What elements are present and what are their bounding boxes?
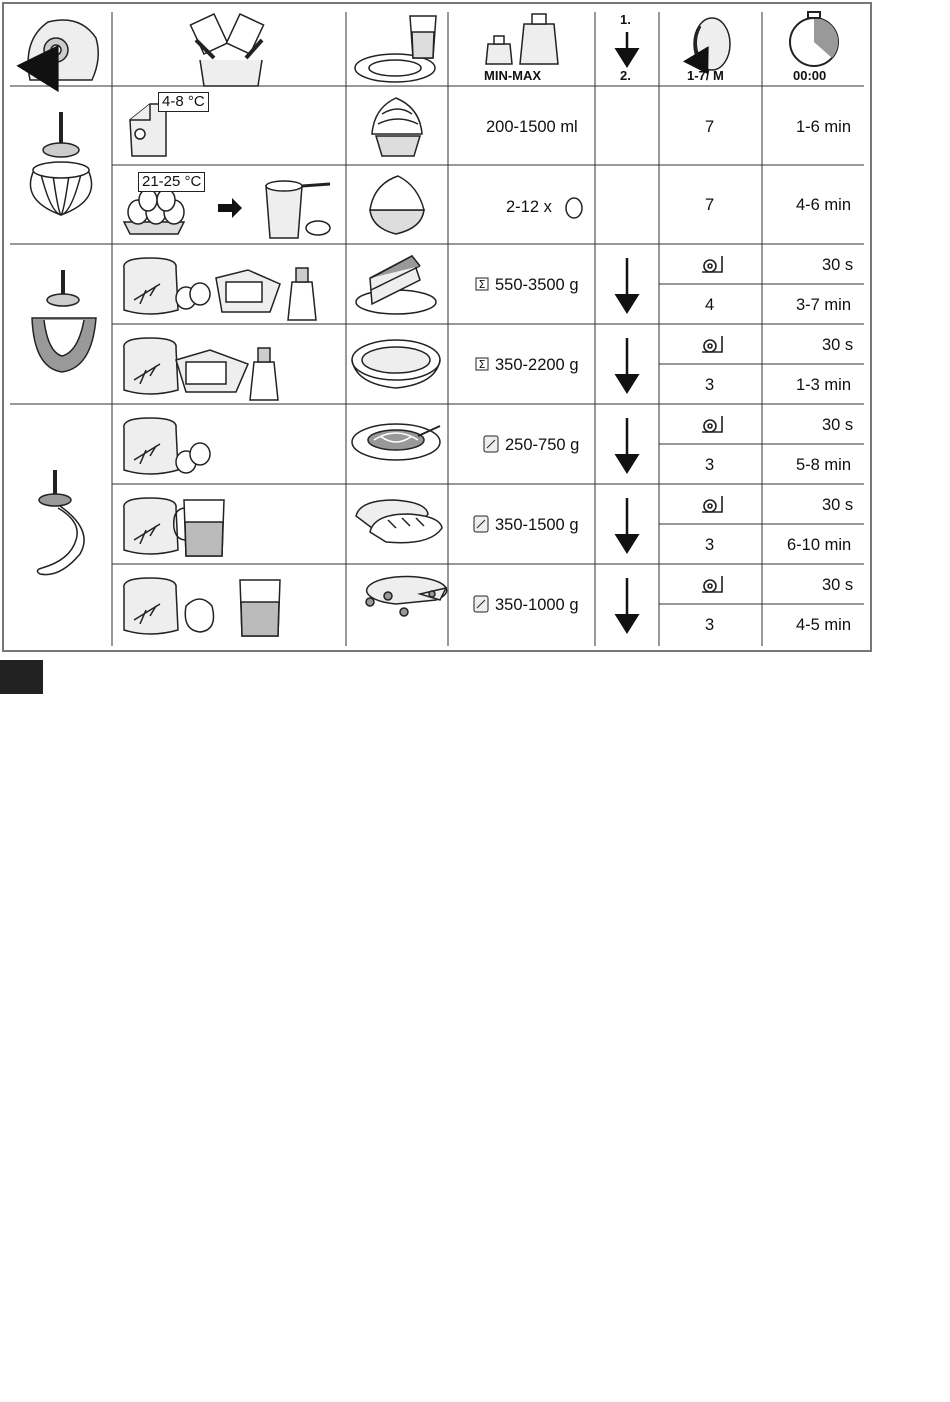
amount-value: 550-3500 g xyxy=(495,276,579,294)
order-second-label: 2. xyxy=(620,68,631,83)
speed-knob-icon xyxy=(694,18,730,70)
stopwatch-icon xyxy=(790,12,838,66)
eggs-tray-icon xyxy=(124,189,184,234)
svg-text:Σ: Σ xyxy=(478,278,486,291)
step2-speed-value: 3 xyxy=(705,456,715,474)
order-first-label: 1. xyxy=(620,12,631,27)
flour-oil-water-icon xyxy=(124,578,280,636)
amount-value: 250-750 g xyxy=(505,436,580,454)
time-value: 1-6 min xyxy=(796,118,852,136)
flour-water-icon xyxy=(124,498,224,556)
sigma-icon xyxy=(476,278,488,291)
add-ingredients-icon xyxy=(190,14,263,86)
flour-butter-sugar-icon xyxy=(124,338,278,400)
dough-hook-tool-icon xyxy=(37,470,84,575)
flour-bag-icon xyxy=(474,596,488,612)
sigma-icon xyxy=(476,358,488,371)
amount-value: 2-12 x xyxy=(506,198,552,216)
snail-icon xyxy=(702,256,722,272)
flour-bag-icon xyxy=(484,436,498,452)
step2-time-value: 5-8 min xyxy=(796,456,852,474)
flour-eggs-butter-sugar-icon xyxy=(124,258,316,320)
speed-value: 7 xyxy=(705,196,715,214)
step2-time-value: 6-10 min xyxy=(787,536,852,554)
tart-icon xyxy=(352,340,440,388)
step1-time-value: 30 s xyxy=(822,336,854,354)
bread-icon xyxy=(356,500,442,543)
flour-bag-icon xyxy=(474,516,488,532)
amount-value: 350-2200 g xyxy=(495,356,579,374)
snail-icon xyxy=(702,576,722,592)
step2-speed-value: 3 xyxy=(705,376,715,394)
right-arrow-icon xyxy=(218,198,242,218)
amount-value: 350-1000 g xyxy=(495,596,579,614)
egg-icon xyxy=(566,198,582,218)
whisk-tool-icon xyxy=(30,112,91,215)
weight-range-label: MIN-MAX xyxy=(484,68,542,83)
temperature-label: 21-25 °C xyxy=(138,172,205,192)
time-label: 00:00 xyxy=(793,68,827,83)
step2-time-value: 1-3 min xyxy=(796,376,852,394)
cake-slice-icon xyxy=(356,256,436,314)
svg-text:Σ: Σ xyxy=(478,358,486,371)
snail-icon xyxy=(702,336,722,352)
amount-value: 200-1500 ml xyxy=(486,118,578,136)
page-tab-marker xyxy=(0,660,43,694)
lock-arm-icon xyxy=(28,20,98,80)
step2-speed-value: 4 xyxy=(705,296,715,314)
time-value: 4-6 min xyxy=(796,196,852,214)
pasta-plate-icon xyxy=(352,424,440,460)
amount-value: 350-1500 g xyxy=(495,516,579,534)
speed-range-label: 1-7/ M xyxy=(687,68,724,83)
flour-eggs-icon xyxy=(124,418,210,474)
weights-icon xyxy=(486,14,558,64)
step1-time-value: 30 s xyxy=(822,256,854,274)
step2-speed-value: 3 xyxy=(705,616,715,634)
speed-value: 7 xyxy=(705,118,715,136)
step1-time-value: 30 s xyxy=(822,416,854,434)
snail-icon xyxy=(702,416,722,432)
separator-cup-icon xyxy=(266,181,330,238)
step1-time-value: 30 s xyxy=(822,576,854,594)
step2-time-value: 3-7 min xyxy=(796,296,852,314)
pizza-icon xyxy=(366,577,447,616)
temperature-label: 4-8 °C xyxy=(158,92,209,112)
step2-speed-value: 3 xyxy=(705,536,715,554)
snail-icon xyxy=(702,496,722,512)
step1-time-value: 30 s xyxy=(822,496,854,514)
plate-glass-icon xyxy=(355,16,436,82)
whipped-egg-white-icon xyxy=(370,176,424,234)
beater-tool-icon xyxy=(32,270,96,372)
cream-icon xyxy=(372,98,422,156)
step2-time-value: 4-5 min xyxy=(796,616,852,634)
